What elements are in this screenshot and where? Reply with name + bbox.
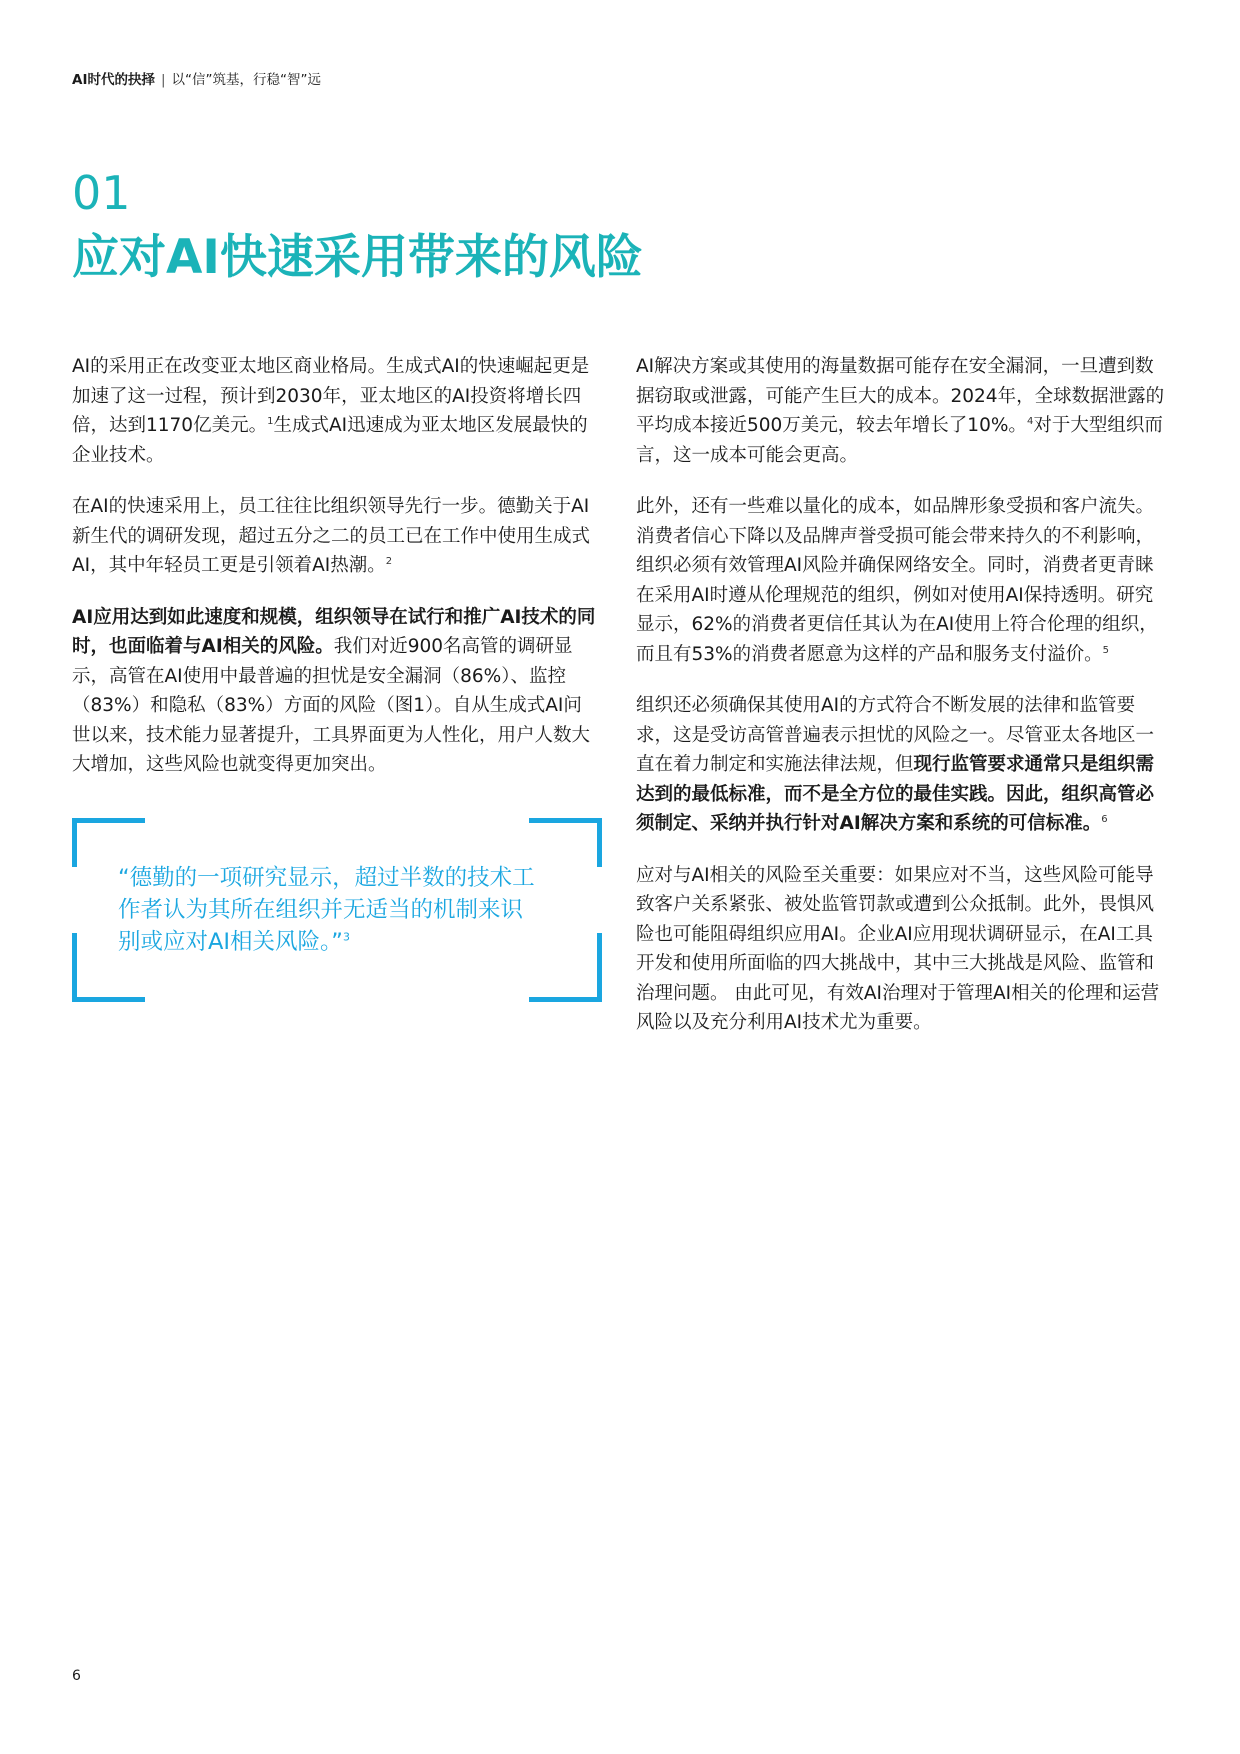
paragraph [636, 861, 1171, 1038]
left-column [72, 352, 600, 802]
running-header [72, 68, 321, 88]
paragraph [636, 691, 1171, 839]
paragraph [636, 352, 1171, 470]
paragraph [72, 603, 600, 780]
paragraph-text: 生成式AI迅速成为亚太地区发展最快的企业技术。 [72, 415, 588, 466]
footnote-ref: 2 [385, 555, 393, 567]
paragraph-text: 应对与AI相关的风险至关重要：如果应对不当，这些风险可能导致客户关系紧张、被处监管罚款或遭到公众抵制。此外，畏惧风险也可能阻碍组织应用AI。企业AI应用现状调研显示，在AI工具开发和使用所面临的四大挑战中，其中三大挑战是风险、监管和治理问题。 由此可见，有效AI治理对于管理AI相关的伦理和运营风险以及充分利用AI技术尤为重要。 [636, 864, 1160, 1033]
paragraph [72, 492, 600, 581]
quote-body: “德勤的一项研究显示，超过半数的技术工作者认为其所在组织并无适当的机制来识别或应对AI相关风险。” [118, 865, 535, 955]
paragraph [72, 352, 600, 470]
report-subtitle: 以“信”筑基，行稳“智”远 [171, 72, 322, 88]
right-column [636, 352, 1171, 1060]
pull-quote [72, 818, 602, 1002]
quote-bracket-bottom-right [529, 933, 602, 1002]
header-separator: | [160, 72, 166, 88]
footnote-ref: 1 [267, 415, 274, 427]
paragraph-text: AI解决方案或其使用的海量数据可能存在安全漏洞，一旦遭到数据窃取或泄露，可能产生巨大的成本。2024年，全球数据泄露的平均成本接近500万美元，较去年增长了10%。 [636, 356, 1165, 436]
paragraph-text: AI的采用正在改变亚太地区商业格局。生成式AI的快速崛起更是加速了这一过程，预计到2030年，亚太地区的AI投资将增长四倍，达到1170亿美元。 [72, 356, 590, 436]
bold-emphasis: AI应用达到如此速度和规模，组织领导在试行和推广AI技术的同时，也面临着与AI相关的风险。 [72, 606, 596, 657]
paragraph-text: 组织还必须确保其使用AI的方式符合不断发展的法律和监管要求，这是受访高管普遍表示担忧的风险之一。尽管亚太各地区一直在着力制定和实施法律法规，但 [636, 695, 1155, 775]
quote-bracket-top-left [72, 818, 145, 867]
bold-emphasis: 现行监管要求通常只是组织需达到的最低标准，而不是全方位的最佳实践。因此，组织高管必须制定、采纳并执行针对AI解决方案和系统的可信标准。 [636, 754, 1155, 834]
paragraph-text: 此外，还有一些难以量化的成本，如品牌形象受损和客户流失。消费者信心下降以及品牌声誉受损可能会带来持久的不利影响，组织必须有效管理AI风险并确保网络安全。同时，消费者更青睐在采用AI时遵从伦理规范的组织，例如对使用AI保持透明。研究显示，62%的消费者更信任其认为在AI使用上符合伦理的组织，而且有53%的消费者愿意为这样的产品和服务支付溢价。 [636, 496, 1158, 665]
quote-bracket-top-right [529, 818, 602, 867]
report-title: AI时代的抉择 [72, 72, 155, 88]
paragraph-text: 我们对近900名高管的调研显示，高管在AI使用中最普遍的担忧是安全漏洞（86%）、监控（83%）和隐私（83%）方面的风险（图1）。自从生成式AI问世以来，技术能力显著提升，工具界面更为人性化，用户人数大大增加，这些风险也就变得更加突出。 [72, 636, 591, 775]
section-number: 01 [72, 166, 131, 220]
footnote-ref: 4 [1026, 415, 1034, 427]
paragraph-text: 在AI的快速采用上，员工往往比组织领导先行一步。德勤关于AI新生代的调研发现，超过五分之二的员工已在工作中使用生成式AI，其中年轻员工更是引领着AI热潮。 [72, 496, 591, 576]
paragraph-text: 对于大型组织而言，这一成本可能会更高。 [636, 415, 1163, 466]
quote-text [118, 862, 538, 958]
footnote-ref: 6 [1101, 813, 1108, 825]
paragraph [636, 492, 1171, 669]
footnote-ref: 5 [1102, 644, 1109, 656]
footnote-ref: 3 [342, 930, 350, 944]
page-number: 6 [72, 1668, 81, 1684]
section-title: 应对AI快速采用带来的风险 [72, 230, 643, 285]
